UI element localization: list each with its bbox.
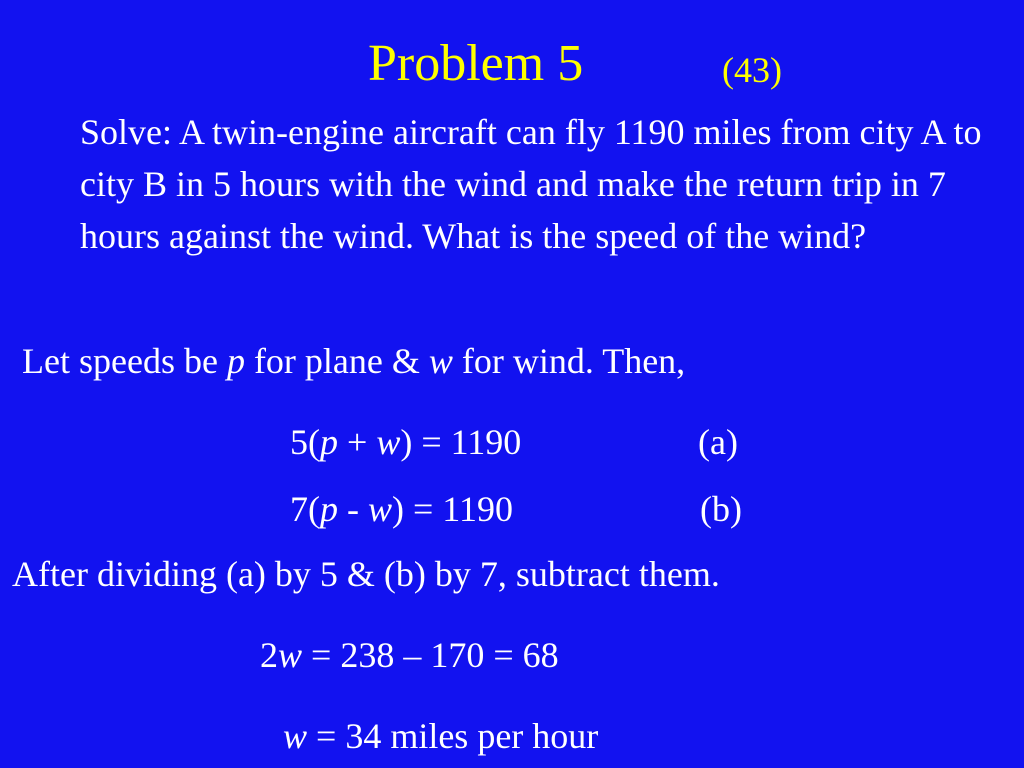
variable-definition [22, 343, 685, 379]
equation-b [290, 491, 513, 527]
eq-b-w: w [368, 489, 393, 529]
equation-c [260, 637, 559, 673]
eq-c-rest: = 238 – 170 = 68 [302, 635, 559, 675]
eq-a-p: p [320, 422, 338, 462]
eq-c-coef: 2 [260, 635, 278, 675]
setup-middle: for plane & [244, 341, 429, 381]
var-w: w [428, 341, 453, 381]
equation-b-label: (b) [700, 489, 742, 529]
problem-number: (43) [722, 50, 782, 90]
eq-d-rest: = 34 miles per hour [307, 716, 599, 756]
var-p: p [226, 341, 245, 381]
slide-title: Problem 5 [368, 35, 584, 92]
eq-b-p: p [320, 489, 338, 529]
eq-b-coef: 7( [290, 489, 320, 529]
eq-b-op: - [338, 489, 368, 529]
setup-suffix: for wind. Then, [452, 341, 686, 381]
equation-d [283, 718, 598, 754]
eq-a-op: + [338, 422, 377, 462]
eq-a-w: w [376, 422, 401, 462]
equation-a-label: (a) [698, 422, 738, 462]
eq-b-rest: ) = 1190 [392, 489, 513, 529]
setup-prefix: Let speeds be [22, 341, 227, 381]
eq-c-w: w [278, 635, 303, 675]
equation-a [290, 424, 521, 460]
problem-statement: Solve: A twin-engine aircraft can fly 1190 miles from city A to city B in 5 hours with the wind and make the return trip in 7 hours against the wind. What is the speed of the wind? [80, 112, 982, 256]
eq-a-rest: ) = 1190 [400, 422, 522, 462]
instruction-text: After dividing (a) by 5 & (b) by 7, subtract them. [12, 554, 720, 594]
eq-d-w: w [283, 716, 308, 756]
eq-a-coef: 5( [290, 422, 320, 462]
